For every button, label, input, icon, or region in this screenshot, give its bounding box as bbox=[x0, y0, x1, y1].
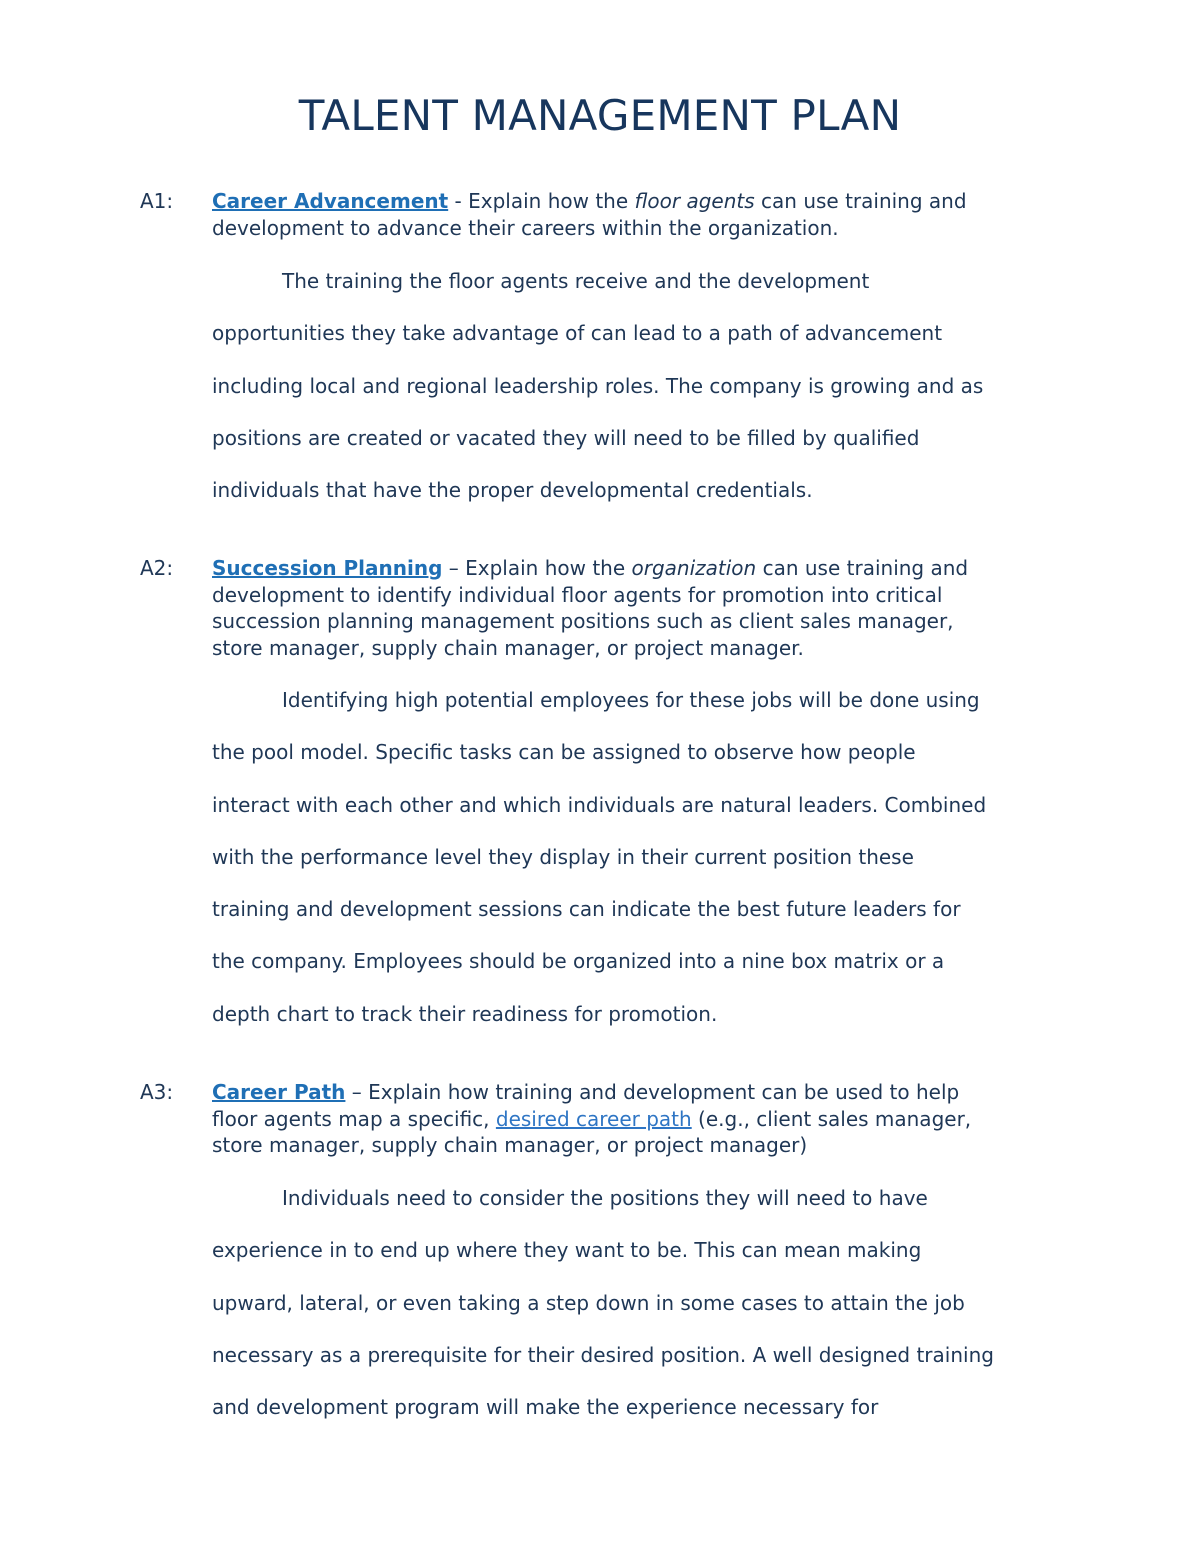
answer-line: positions are created or vacated they will need to be filled by qualified bbox=[212, 425, 920, 450]
question-line: development to advance their careers within the organization. bbox=[212, 215, 839, 240]
question-text: – Explain how the bbox=[442, 556, 632, 580]
answer-line: opportunities they take advantage of can lead to a path of advancement bbox=[212, 321, 943, 346]
section-heading-career-advancement[interactable]: Career Advancement bbox=[212, 189, 449, 213]
answer-line: the company. Employees should be organized into a nine box matrix or a bbox=[212, 949, 945, 974]
answer-line: upward, lateral, or even taking a step down in some cases to attain the job bbox=[212, 1290, 965, 1315]
question-line bbox=[212, 1079, 1072, 1106]
answer-line: with the performance level they display in their current position these bbox=[212, 844, 914, 869]
answer-line: training and development sessions can indicate the best future leaders for bbox=[212, 897, 961, 922]
section-answer bbox=[212, 674, 1092, 1040]
answer-line: necessary as a prerequisite for their desired position. A well designed training bbox=[212, 1342, 994, 1367]
question-text: can use training and bbox=[756, 556, 969, 580]
question-line: store manager, supply chain manager, or project manager. bbox=[212, 635, 804, 660]
document-title: TALENT MANAGEMENT PLAN bbox=[298, 91, 902, 140]
section-question bbox=[212, 188, 1072, 241]
question-line bbox=[212, 188, 1072, 215]
question-line: store manager, supply chain manager, or project manager) bbox=[212, 1133, 808, 1157]
question-line: succession planning management positions such as client sales manager, bbox=[212, 609, 954, 633]
section-question bbox=[212, 1079, 1072, 1159]
section-label: A3: bbox=[140, 1080, 174, 1104]
answer-line: The training the floor agents receive and the development bbox=[282, 269, 870, 293]
answer-line: Identifying high potential employees for these jobs will be done using bbox=[282, 688, 980, 712]
answer-line: the pool model. Specific tasks can be assigned to observe how people bbox=[212, 740, 916, 765]
section-question bbox=[212, 555, 1072, 661]
question-emphasis: organization bbox=[631, 556, 757, 580]
answer-line: interact with each other and which individuals are natural leaders. Combined bbox=[212, 792, 987, 817]
answer-line: Individuals need to consider the positions they will need to have bbox=[282, 1186, 928, 1210]
section-label: A1: bbox=[140, 189, 174, 213]
question-line bbox=[212, 1106, 1072, 1133]
answer-line: experience in to end up where they want to be. This can mean making bbox=[212, 1238, 922, 1263]
desired-career-path-link[interactable]: desired career path bbox=[495, 1106, 692, 1131]
section-heading-career-path[interactable]: Career Path bbox=[212, 1080, 346, 1104]
section-heading-succession-planning[interactable]: Succession Planning bbox=[212, 556, 443, 580]
question-text: floor agents map a specific, bbox=[212, 1106, 496, 1131]
answer-line: individuals that have the proper developmental credentials. bbox=[212, 478, 813, 503]
section-answer bbox=[212, 1172, 1092, 1433]
answer-line: and development program will make the experience necessary for bbox=[212, 1395, 879, 1420]
question-emphasis: floor agents bbox=[634, 189, 755, 213]
question-text: can use training and bbox=[754, 189, 967, 213]
question-text: – Explain how training and development can be used to help bbox=[345, 1080, 960, 1104]
question-text: - Explain how the bbox=[448, 189, 635, 213]
section-answer bbox=[212, 255, 1092, 516]
answer-line: depth chart to track their readiness for promotion. bbox=[212, 1001, 718, 1026]
question-line bbox=[212, 555, 1072, 582]
question-line: development to identify individual floor agents for promotion into critical bbox=[212, 582, 943, 607]
question-text: (e.g., client sales manager, bbox=[691, 1106, 972, 1131]
answer-line: including local and regional leadership roles. The company is growing and as bbox=[212, 373, 984, 398]
section-label: A2: bbox=[140, 556, 174, 580]
